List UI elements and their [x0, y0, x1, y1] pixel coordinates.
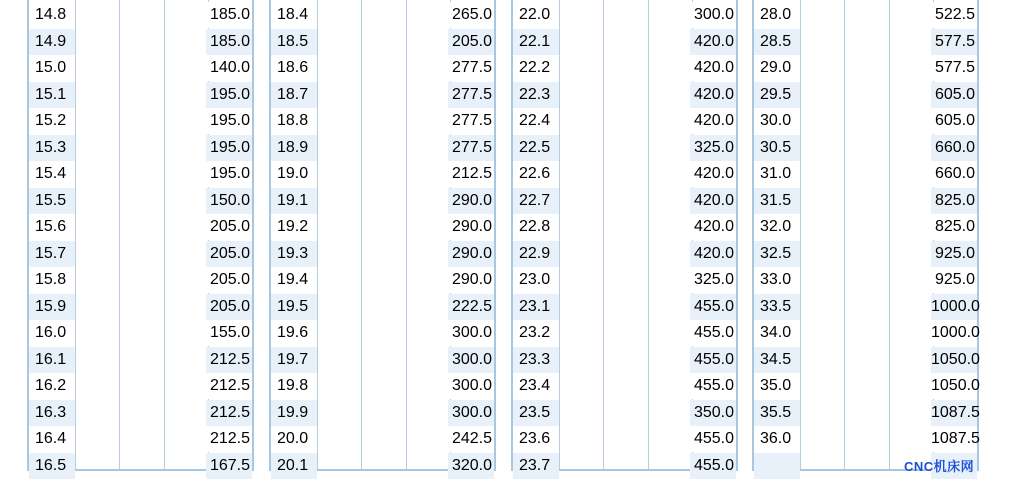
diameter-cell: 35.5 — [754, 400, 800, 426]
price-cell: 577.5 — [931, 55, 977, 81]
price-cell: 420.0 — [690, 241, 736, 267]
diameter-cell: 19.7 — [271, 347, 317, 373]
price-cell: 300.0 — [448, 347, 494, 373]
price-cell: 420.0 — [690, 214, 736, 240]
price-cell: 290.0 — [448, 241, 494, 267]
diameter-cell: 32.5 — [754, 241, 800, 267]
column-divider — [317, 0, 318, 469]
price-cell: 1050.0 — [931, 373, 977, 399]
price-cell: 1000.0 — [931, 294, 977, 320]
price-cell: 300.0 — [448, 400, 494, 426]
diameter-cell: 22.3 — [513, 82, 559, 108]
price-cell: 205.0 — [206, 241, 252, 267]
price-cell: 300.0 — [448, 320, 494, 346]
diameter-cell: 31.0 — [754, 161, 800, 187]
price-cell: 290.0 — [448, 188, 494, 214]
diameter-cell: 14.9 — [29, 29, 75, 55]
price-cell: 455.0 — [690, 347, 736, 373]
diameter-cell: 19.2 — [271, 214, 317, 240]
price-cell: 455.0 — [690, 294, 736, 320]
diameter-cell: 22.2 — [513, 55, 559, 81]
diameter-cell: 22.6 — [513, 161, 559, 187]
price-cell: 212.5 — [206, 373, 252, 399]
diameter-cell: 23.3 — [513, 347, 559, 373]
price-cell: 277.5 — [448, 108, 494, 134]
column-divider — [800, 0, 801, 469]
diameter-cell: 15.8 — [29, 267, 75, 293]
column-divider — [559, 0, 560, 469]
column-divider — [603, 0, 604, 469]
diameter-cell: 20.0 — [271, 426, 317, 452]
price-cell: 212.5 — [206, 347, 252, 373]
diameter-cell: 23.7 — [513, 453, 559, 479]
price-cell: 140.0 — [206, 55, 252, 81]
price-cell: 300.0 — [690, 2, 736, 28]
diameter-cell: 15.4 — [29, 161, 75, 187]
diameter-cell: 34.0 — [754, 320, 800, 346]
column-divider — [119, 0, 120, 469]
diameter-cell: 23.6 — [513, 426, 559, 452]
column-divider — [844, 0, 845, 469]
diameter-cell: 22.9 — [513, 241, 559, 267]
diameter-cell: 23.1 — [513, 294, 559, 320]
diameter-cell: 16.1 — [29, 347, 75, 373]
diameter-cell: 34.5 — [754, 347, 800, 373]
price-cell: 150.0 — [206, 188, 252, 214]
price-cell: 195.0 — [206, 135, 252, 161]
diameter-cell: 23.0 — [513, 267, 559, 293]
diameter-cell: 30.5 — [754, 135, 800, 161]
diameter-cell: 19.6 — [271, 320, 317, 346]
price-cell: 277.5 — [448, 55, 494, 81]
diameter-cell: 16.3 — [29, 400, 75, 426]
price-cell: 1000.0 — [931, 320, 977, 346]
price-cell: 155.0 — [206, 320, 252, 346]
diameter-cell: 22.1 — [513, 29, 559, 55]
price-cell: 455.0 — [690, 426, 736, 452]
price-cell: 420.0 — [690, 29, 736, 55]
watermark-logo: CNC机床网 — [904, 459, 975, 474]
diameter-cell: 20.1 — [271, 453, 317, 479]
price-cell: 577.5 — [931, 29, 977, 55]
column-divider — [164, 0, 165, 469]
price-cell: 455.0 — [690, 373, 736, 399]
price-cell: 290.0 — [448, 214, 494, 240]
diameter-cell: 28.0 — [754, 2, 800, 28]
price-cell: 925.0 — [931, 241, 977, 267]
diameter-cell: 29.5 — [754, 82, 800, 108]
price-cell: 212.5 — [448, 161, 494, 187]
diameter-cell: 15.3 — [29, 135, 75, 161]
diameter-cell: 15.7 — [29, 241, 75, 267]
price-cell: 420.0 — [690, 55, 736, 81]
price-cell: 277.5 — [448, 135, 494, 161]
price-cell: 925.0 — [931, 267, 977, 293]
price-cell: 167.5 — [206, 453, 252, 479]
diameter-cell: 19.9 — [271, 400, 317, 426]
column-divider — [75, 0, 76, 469]
diameter-cell: 18.5 — [271, 29, 317, 55]
diameter-cell: 15.9 — [29, 294, 75, 320]
price-cell: 185.0 — [206, 29, 252, 55]
diameter-cell: 19.3 — [271, 241, 317, 267]
diameter-cell: 18.8 — [271, 108, 317, 134]
diameter-cell: 16.0 — [29, 320, 75, 346]
diameter-cell: 18.6 — [271, 55, 317, 81]
price-cell: 420.0 — [690, 108, 736, 134]
diameter-cell: 18.4 — [271, 2, 317, 28]
price-cell: 420.0 — [690, 161, 736, 187]
price-cell: 300.0 — [448, 373, 494, 399]
diameter-cell: 23.4 — [513, 373, 559, 399]
column-divider — [361, 0, 362, 469]
price-cell: 660.0 — [931, 161, 977, 187]
price-cell: 212.5 — [206, 400, 252, 426]
column-divider — [406, 0, 407, 469]
price-cell: 205.0 — [206, 294, 252, 320]
diameter-cell: 35.0 — [754, 373, 800, 399]
diameter-cell: 31.5 — [754, 188, 800, 214]
diameter-cell: 30.0 — [754, 108, 800, 134]
price-cell: 325.0 — [690, 267, 736, 293]
diameter-cell: 19.4 — [271, 267, 317, 293]
price-cell: 195.0 — [206, 108, 252, 134]
price-cell: 277.5 — [448, 82, 494, 108]
diameter-cell: 33.5 — [754, 294, 800, 320]
diameter-cell: 32.0 — [754, 214, 800, 240]
diameter-cell: 22.0 — [513, 2, 559, 28]
diameter-cell: 14.8 — [29, 2, 75, 28]
price-cell: 420.0 — [690, 188, 736, 214]
price-cell: 185.0 — [206, 2, 252, 28]
diameter-cell: 22.5 — [513, 135, 559, 161]
diameter-cell — [754, 453, 800, 479]
diameter-cell: 23.2 — [513, 320, 559, 346]
price-cell: 350.0 — [690, 400, 736, 426]
price-cell: 420.0 — [690, 82, 736, 108]
diameter-cell: 16.5 — [29, 453, 75, 479]
price-cell: 205.0 — [206, 214, 252, 240]
diameter-cell: 22.4 — [513, 108, 559, 134]
diameter-cell: 19.1 — [271, 188, 317, 214]
price-cell: 660.0 — [931, 135, 977, 161]
diameter-cell: 28.5 — [754, 29, 800, 55]
price-cell: 1087.5 — [931, 400, 977, 426]
price-cell: 242.5 — [448, 426, 494, 452]
price-cell: 1050.0 — [931, 347, 977, 373]
price-cell: 605.0 — [931, 108, 977, 134]
price-cell: 222.5 — [448, 294, 494, 320]
diameter-cell: 18.9 — [271, 135, 317, 161]
price-cell: 1087.5 — [931, 426, 977, 452]
diameter-cell: 16.2 — [29, 373, 75, 399]
price-cell: 325.0 — [690, 135, 736, 161]
diameter-cell: 15.6 — [29, 214, 75, 240]
price-cell: 455.0 — [690, 453, 736, 479]
column-divider — [889, 0, 890, 469]
price-table-column-1 — [27, 0, 254, 474]
price-cell: 522.5 — [931, 2, 977, 28]
diameter-cell: 15.5 — [29, 188, 75, 214]
price-table-column-3 — [511, 0, 738, 474]
price-cell: 265.0 — [448, 2, 494, 28]
price-cell: 205.0 — [206, 267, 252, 293]
price-cell: 455.0 — [690, 320, 736, 346]
diameter-cell: 23.5 — [513, 400, 559, 426]
price-cell: 212.5 — [206, 426, 252, 452]
diameter-cell: 19.5 — [271, 294, 317, 320]
price-cell: 825.0 — [931, 214, 977, 240]
diameter-cell: 15.2 — [29, 108, 75, 134]
diameter-cell: 19.0 — [271, 161, 317, 187]
diameter-cell: 29.0 — [754, 55, 800, 81]
price-cell: 195.0 — [206, 82, 252, 108]
diameter-cell: 22.7 — [513, 188, 559, 214]
diameter-cell: 16.4 — [29, 426, 75, 452]
price-cell: 290.0 — [448, 267, 494, 293]
price-cell: 320.0 — [448, 453, 494, 479]
price-cell: 195.0 — [206, 161, 252, 187]
diameter-cell: 19.8 — [271, 373, 317, 399]
diameter-cell: 33.0 — [754, 267, 800, 293]
price-table-column-4 — [752, 0, 979, 471]
price-cell: 605.0 — [931, 82, 977, 108]
price-table-column-2 — [269, 0, 496, 474]
diameter-cell: 18.7 — [271, 82, 317, 108]
diameter-cell: 15.1 — [29, 82, 75, 108]
price-cell: 205.0 — [448, 29, 494, 55]
price-cell: 825.0 — [931, 188, 977, 214]
diameter-cell: 36.0 — [754, 426, 800, 452]
diameter-cell: 15.0 — [29, 55, 75, 81]
diameter-cell: 22.8 — [513, 214, 559, 240]
column-divider — [648, 0, 649, 469]
